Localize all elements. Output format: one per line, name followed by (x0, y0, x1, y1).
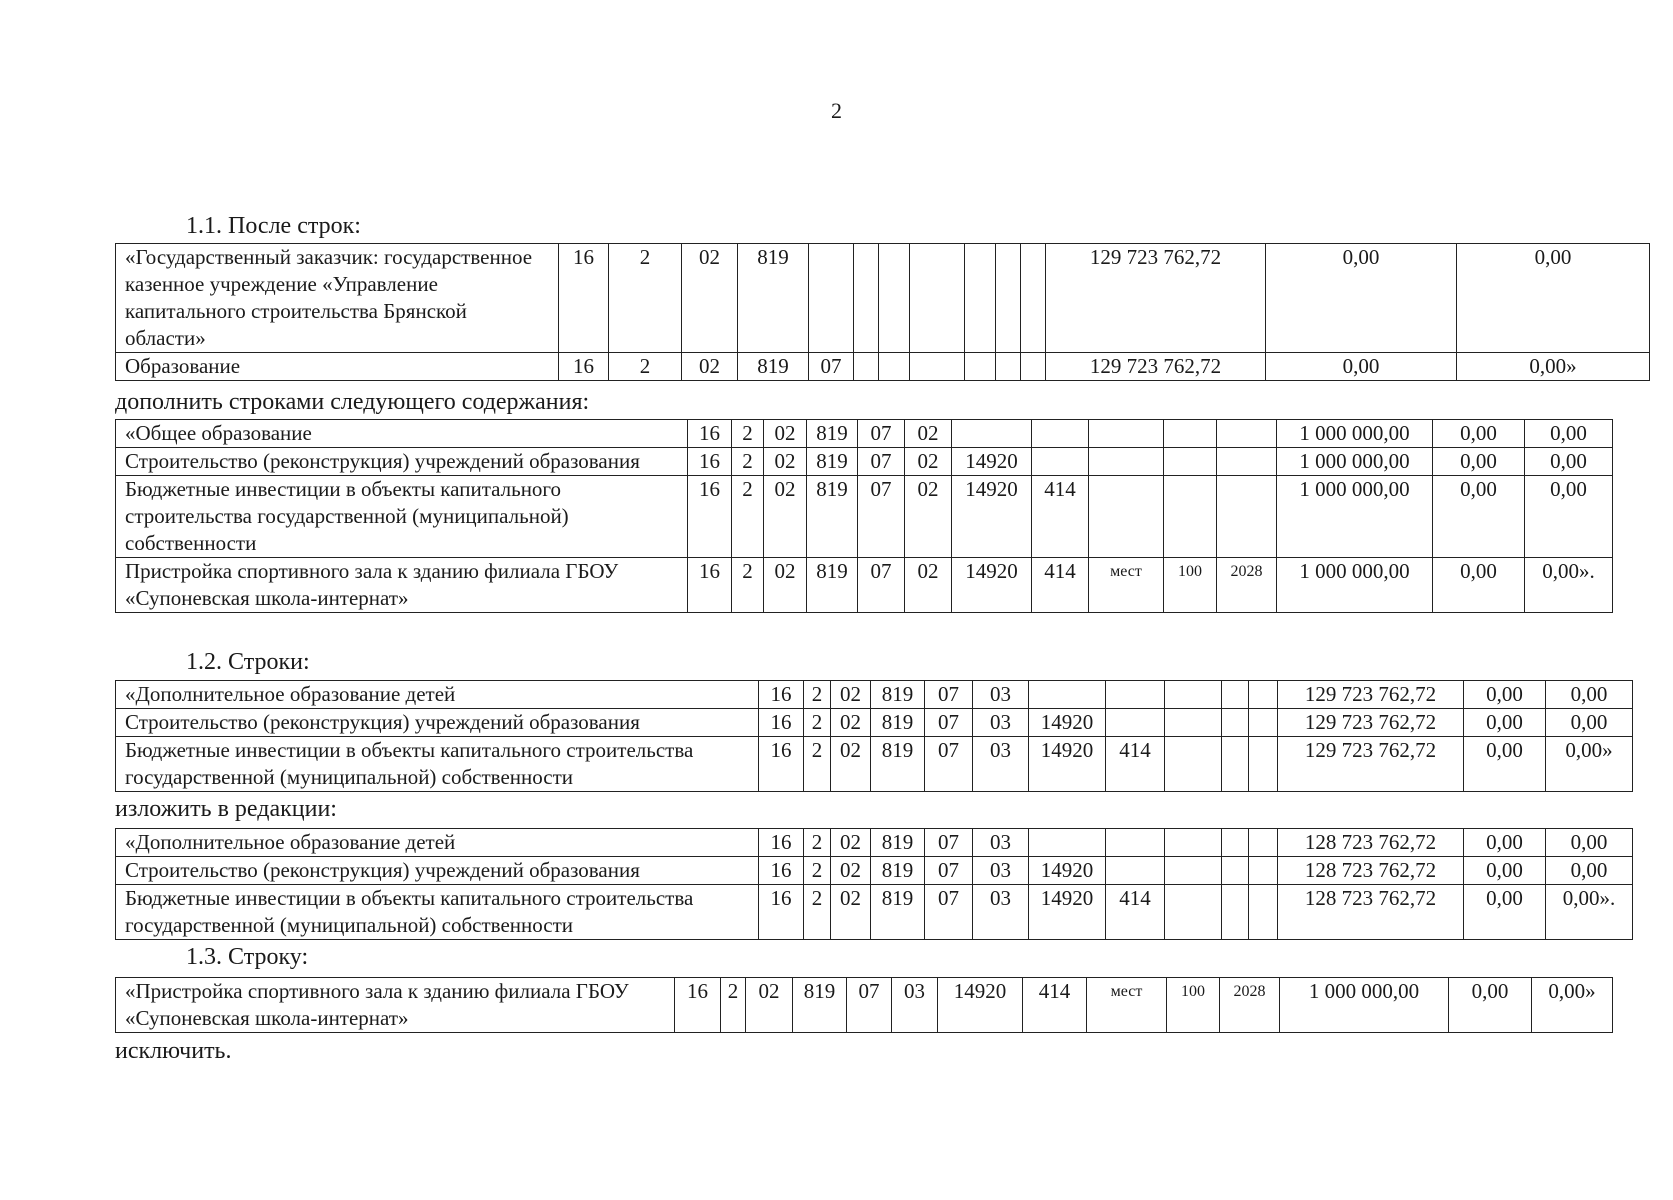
amount-cell: 0,00 (1266, 244, 1457, 353)
row-description: Бюджетные инвестиции в объекты капитального строительства государственной (муниципальной) собственности (116, 885, 759, 940)
code-cell: 2 (721, 978, 746, 1033)
section-heading-1-1: 1.1. После строк: (186, 213, 361, 239)
code-cell: 03 (973, 737, 1029, 792)
amount-cell: 0,00 (1464, 737, 1546, 792)
code-cell: 14920 (1029, 709, 1106, 737)
code-cell (1165, 885, 1222, 940)
amount-cell: 0,00 (1457, 244, 1650, 353)
code-cell (854, 244, 879, 353)
code-cell (809, 244, 854, 353)
code-cell (1164, 448, 1217, 476)
code-cell (1249, 885, 1278, 940)
code-cell (1249, 829, 1278, 857)
amount-cell: 0,00 (1433, 476, 1525, 558)
amount-cell: 1 000 000,00 (1277, 448, 1433, 476)
code-cell: 02 (905, 558, 952, 613)
code-cell: 07 (847, 978, 892, 1033)
code-cell: 16 (675, 978, 721, 1033)
code-cell: 2 (732, 558, 764, 613)
code-cell: 02 (764, 558, 807, 613)
code-cell: 16 (759, 709, 804, 737)
table-row (116, 448, 1613, 476)
row-description: Пристройка спортивного зала к зданию филиала ГБОУ «Супоневская школа-интернат» (116, 558, 688, 613)
code-cell: 02 (764, 420, 807, 448)
code-cell (1164, 420, 1217, 448)
code-cell: 16 (688, 476, 732, 558)
amount-cell: 0,00» (1532, 978, 1613, 1033)
code-cell (910, 353, 965, 381)
code-cell: 14920 (1029, 857, 1106, 885)
code-cell (1106, 709, 1165, 737)
code-cell (1217, 476, 1277, 558)
amount-cell: 1 000 000,00 (1277, 476, 1433, 558)
code-cell (1217, 420, 1277, 448)
code-cell: 819 (793, 978, 847, 1033)
amount-cell: 128 723 762,72 (1278, 829, 1464, 857)
code-cell: 2028 (1220, 978, 1280, 1033)
table-after-rows (115, 243, 1650, 381)
code-cell: 07 (809, 353, 854, 381)
code-cell: 16 (559, 353, 609, 381)
code-cell: 07 (925, 857, 973, 885)
amount-cell: 0,00 (1525, 420, 1613, 448)
code-cell: 2 (804, 709, 831, 737)
amount-cell: 0,00 (1464, 885, 1546, 940)
code-cell (1089, 448, 1164, 476)
amount-cell: 1 000 000,00 (1277, 558, 1433, 613)
code-cell (1217, 448, 1277, 476)
code-cell: 414 (1106, 737, 1165, 792)
amount-cell: 0,00 (1546, 709, 1633, 737)
code-cell (1029, 681, 1106, 709)
table-row (116, 885, 1633, 940)
amount-cell: 0,00» (1457, 353, 1650, 381)
code-cell: 819 (738, 353, 809, 381)
table-row (116, 420, 1613, 448)
code-cell: 02 (905, 476, 952, 558)
amount-cell: 0,00 (1464, 829, 1546, 857)
code-cell (965, 353, 996, 381)
code-cell (1249, 737, 1278, 792)
amount-cell: 129 723 762,72 (1278, 737, 1464, 792)
code-cell (1249, 709, 1278, 737)
code-cell: 02 (682, 353, 738, 381)
row-description: «Государственный заказчик: государственное казенное учреждение «Управление капитального строительства Брянской области» (116, 244, 559, 353)
amount-cell: 0,00 (1433, 448, 1525, 476)
amount-cell: 0,00» (1546, 737, 1633, 792)
code-cell: 100 (1167, 978, 1220, 1033)
row-description: «Дополнительное образование детей (116, 829, 759, 857)
amount-cell: 0,00 (1546, 681, 1633, 709)
code-cell: 2 (804, 737, 831, 792)
code-cell: 03 (973, 857, 1029, 885)
table-row-to-remove (115, 977, 1613, 1033)
code-cell: 07 (858, 448, 905, 476)
code-cell: 2 (804, 885, 831, 940)
code-cell (1222, 681, 1249, 709)
code-cell: 819 (807, 476, 858, 558)
code-cell (1222, 885, 1249, 940)
code-cell: 819 (807, 448, 858, 476)
table-row (116, 709, 1633, 737)
code-cell: 02 (831, 737, 871, 792)
code-cell (1222, 857, 1249, 885)
code-cell: 14920 (952, 476, 1032, 558)
code-cell (1106, 681, 1165, 709)
code-cell: 02 (746, 978, 793, 1033)
row-description: Строительство (реконструкция) учреждений образования (116, 857, 759, 885)
row-description: Бюджетные инвестиции в объекты капитального строительства государственной (муниципальной) собственности (116, 737, 759, 792)
code-cell: 16 (688, 420, 732, 448)
table-row (116, 857, 1633, 885)
code-cell (965, 244, 996, 353)
amount-cell: 129 723 762,72 (1046, 244, 1266, 353)
code-cell: 414 (1032, 476, 1089, 558)
amount-cell: 128 723 762,72 (1278, 857, 1464, 885)
table-row (116, 681, 1633, 709)
code-cell: 16 (688, 558, 732, 613)
code-cell: 14920 (938, 978, 1023, 1033)
table-row (116, 476, 1613, 558)
section-heading-1-3: 1.3. Строку: (186, 944, 309, 970)
code-cell: 100 (1164, 558, 1217, 613)
code-cell: 2 (609, 244, 682, 353)
code-cell (1249, 681, 1278, 709)
code-cell: 414 (1023, 978, 1087, 1033)
code-cell: 16 (759, 885, 804, 940)
code-cell: 2 (609, 353, 682, 381)
amount-cell: 0,00 (1433, 558, 1525, 613)
code-cell (879, 353, 910, 381)
code-cell: 819 (871, 829, 925, 857)
code-cell (1222, 709, 1249, 737)
code-cell: 02 (831, 829, 871, 857)
code-cell: 07 (925, 709, 973, 737)
code-cell: 14920 (1029, 737, 1106, 792)
code-cell: 16 (759, 829, 804, 857)
code-cell: 02 (764, 448, 807, 476)
code-cell: 16 (759, 681, 804, 709)
code-cell: 819 (871, 681, 925, 709)
code-cell: 819 (807, 420, 858, 448)
amount-cell: 129 723 762,72 (1046, 353, 1266, 381)
amount-cell: 0,00 (1464, 709, 1546, 737)
code-cell (1106, 857, 1165, 885)
code-cell: 14920 (952, 448, 1032, 476)
amount-cell: 0,00 (1525, 448, 1613, 476)
code-cell (996, 244, 1021, 353)
code-cell: 2 (732, 448, 764, 476)
amount-cell: 0,00 (1546, 857, 1633, 885)
amount-cell: 0,00 (1433, 420, 1525, 448)
code-cell (1032, 420, 1089, 448)
row-description: Бюджетные инвестиции в объекты капитального строительства государственной (муниципальной) собственности (116, 476, 688, 558)
table-row (116, 558, 1613, 613)
section-text-restate: изложить в редакции: (115, 796, 337, 822)
code-cell (1165, 681, 1222, 709)
code-cell: 02 (831, 885, 871, 940)
code-cell: 2028 (1217, 558, 1277, 613)
code-cell: 02 (831, 709, 871, 737)
amount-cell: 129 723 762,72 (1278, 709, 1464, 737)
code-cell: 03 (973, 885, 1029, 940)
table-rows-to-change (115, 680, 1633, 792)
amount-cell: 0,00». (1546, 885, 1633, 940)
section-text-add-rows: дополнить строками следующего содержания: (115, 389, 590, 415)
code-cell (1089, 476, 1164, 558)
code-cell: мест (1089, 558, 1164, 613)
code-cell: 819 (871, 885, 925, 940)
code-cell: 07 (925, 737, 973, 792)
code-cell (1089, 420, 1164, 448)
amount-cell: 1 000 000,00 (1277, 420, 1433, 448)
code-cell (879, 244, 910, 353)
code-cell: 07 (925, 681, 973, 709)
code-cell (996, 353, 1021, 381)
code-cell (1029, 829, 1106, 857)
code-cell: 819 (871, 709, 925, 737)
code-cell: 03 (973, 829, 1029, 857)
code-cell: 03 (973, 709, 1029, 737)
code-cell: 2 (804, 829, 831, 857)
code-cell (1021, 353, 1046, 381)
code-cell: 02 (764, 476, 807, 558)
amount-cell: 0,00 (1525, 476, 1613, 558)
amount-cell: 0,00 (1449, 978, 1532, 1033)
code-cell (1165, 737, 1222, 792)
table-row (116, 244, 1650, 353)
code-cell: 14920 (1029, 885, 1106, 940)
code-cell: 819 (871, 737, 925, 792)
code-cell (1165, 857, 1222, 885)
code-cell: 819 (738, 244, 809, 353)
code-cell: 07 (925, 885, 973, 940)
code-cell: 02 (831, 857, 871, 885)
row-description: Образование (116, 353, 559, 381)
table-row (116, 737, 1633, 792)
code-cell: 819 (807, 558, 858, 613)
code-cell: 02 (831, 681, 871, 709)
code-cell (1021, 244, 1046, 353)
code-cell: 07 (925, 829, 973, 857)
code-cell: 02 (905, 448, 952, 476)
amount-cell: 0,00 (1464, 857, 1546, 885)
table-added-rows (115, 419, 1613, 613)
code-cell: 819 (871, 857, 925, 885)
table-row (116, 978, 1613, 1033)
section-heading-1-2: 1.2. Строки: (186, 649, 310, 675)
section-text-exclude: исключить. (115, 1038, 232, 1064)
code-cell: 07 (858, 420, 905, 448)
code-cell: 16 (559, 244, 609, 353)
code-cell: 02 (682, 244, 738, 353)
code-cell: 414 (1032, 558, 1089, 613)
row-description: Строительство (реконструкция) учреждений образования (116, 448, 688, 476)
code-cell: 16 (688, 448, 732, 476)
code-cell: 14920 (952, 558, 1032, 613)
code-cell: 16 (759, 857, 804, 885)
code-cell: 07 (858, 476, 905, 558)
amount-cell: 129 723 762,72 (1278, 681, 1464, 709)
code-cell (1222, 737, 1249, 792)
code-cell (1222, 829, 1249, 857)
page-number: 2 (831, 98, 842, 123)
row-description: Строительство (реконструкция) учреждений образования (116, 709, 759, 737)
code-cell: мест (1087, 978, 1167, 1033)
code-cell (910, 244, 965, 353)
amount-cell: 128 723 762,72 (1278, 885, 1464, 940)
amount-cell: 1 000 000,00 (1280, 978, 1449, 1033)
code-cell: 16 (759, 737, 804, 792)
code-cell (1165, 709, 1222, 737)
table-row (116, 353, 1650, 381)
amount-cell: 0,00». (1525, 558, 1613, 613)
code-cell: 02 (905, 420, 952, 448)
table-restated-rows (115, 828, 1633, 940)
code-cell: 07 (858, 558, 905, 613)
code-cell (1106, 829, 1165, 857)
code-cell (952, 420, 1032, 448)
code-cell: 2 (732, 420, 764, 448)
code-cell (1032, 448, 1089, 476)
code-cell (854, 353, 879, 381)
code-cell (1165, 829, 1222, 857)
code-cell: 2 (804, 857, 831, 885)
code-cell: 03 (973, 681, 1029, 709)
row-description: «Дополнительное образование детей (116, 681, 759, 709)
amount-cell: 0,00 (1546, 829, 1633, 857)
row-description: «Общее образование (116, 420, 688, 448)
code-cell: 2 (804, 681, 831, 709)
amount-cell: 0,00 (1266, 353, 1457, 381)
code-cell (1249, 857, 1278, 885)
code-cell: 2 (732, 476, 764, 558)
code-cell: 414 (1106, 885, 1165, 940)
row-description: «Пристройка спортивного зала к зданию филиала ГБОУ «Супоневская школа-интернат» (116, 978, 675, 1033)
code-cell (1164, 476, 1217, 558)
code-cell: 03 (892, 978, 938, 1033)
amount-cell: 0,00 (1464, 681, 1546, 709)
table-row (116, 829, 1633, 857)
